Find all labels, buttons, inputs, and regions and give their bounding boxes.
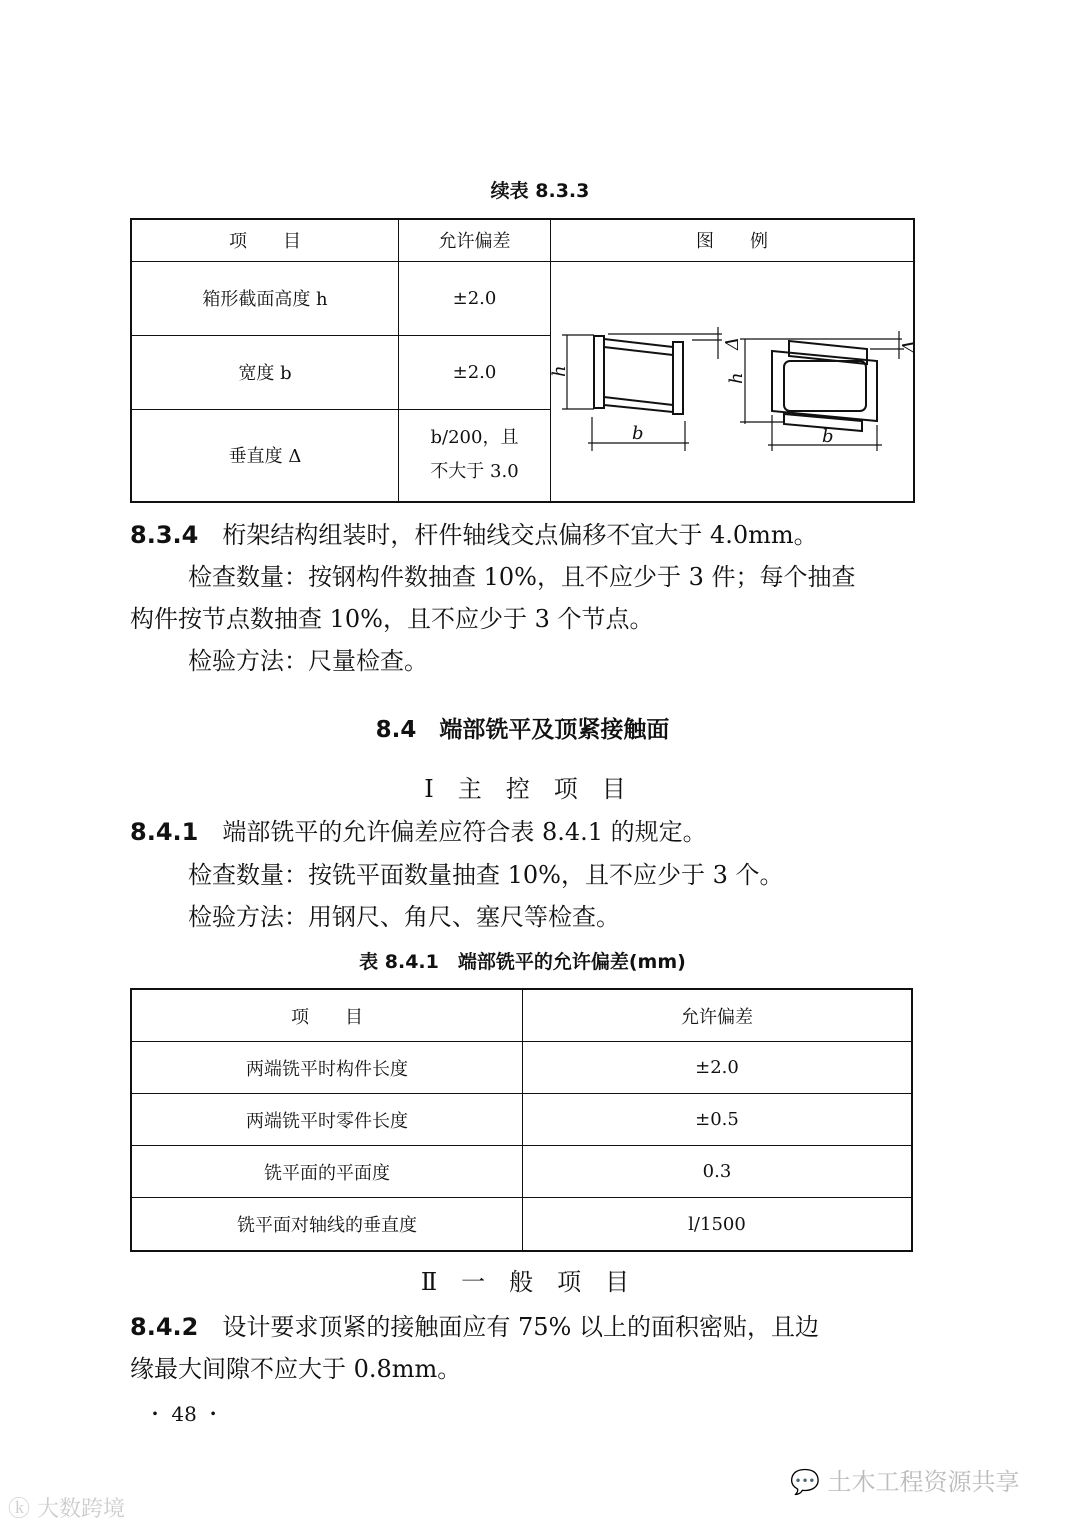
clause-8-4-1 xyxy=(130,817,707,847)
row-item: 宽度 b xyxy=(131,335,399,409)
label-delta: Δ xyxy=(722,336,743,350)
clause-text-cont: 缘最大间隙不应大于 0.8mm。 xyxy=(130,1355,462,1383)
clause-text: 设计要求顶紧的接触面应有 75% 以上的面积密贴，且边 xyxy=(222,1313,819,1341)
row-item: 铣平面对轴线的垂直度 xyxy=(131,1198,523,1251)
table-8-3-3 xyxy=(130,218,920,503)
logo-icon: ⓚ xyxy=(8,1497,37,1522)
table1-caption: 续表 8.3.3 xyxy=(490,180,590,202)
row-item: 两端铣平时构件长度 xyxy=(131,1042,523,1094)
header-item: 项 目 xyxy=(131,219,399,261)
row-item: 垂直度 Δ xyxy=(131,409,399,502)
tol-line1: b/200，且 xyxy=(430,427,519,449)
row-item: 铣平面的平面度 xyxy=(131,1146,523,1198)
row-item: 箱形截面高度 h xyxy=(131,261,399,335)
row-tolerance xyxy=(399,409,551,502)
box-section-diagram xyxy=(549,309,920,449)
clause-number: 8.4.2 xyxy=(130,1313,199,1341)
row-tolerance: ±0.5 xyxy=(523,1094,913,1146)
tol-line2: 不大于 3.0 xyxy=(430,461,519,483)
watermark-left xyxy=(8,1492,125,1523)
wechat-icon: 💬 xyxy=(790,1468,828,1496)
main-items-heading: Ⅰ 主 控 项 目 xyxy=(424,775,626,803)
check-method: 检验方法：尺量检查。 xyxy=(188,647,428,675)
row-item: 两端铣平时零件长度 xyxy=(131,1094,523,1146)
diagram-cell xyxy=(549,261,920,502)
row-tolerance: ±2.0 xyxy=(399,261,551,335)
page-number: ・ 48 ・ xyxy=(145,1402,224,1426)
check-qty: 检查数量：按铣平面数量抽查 10%，且不应少于 3 个。 xyxy=(188,861,784,889)
clause-text: 桁架结构组装时，杆件轴线交点偏移不宜大于 4.0mm。 xyxy=(222,521,818,549)
watermark-right-text: 土木工程资源共享 xyxy=(827,1468,1020,1496)
check-method: 检验方法：用钢尺、角尺、塞尺等检查。 xyxy=(188,903,620,931)
header-item: 项 目 xyxy=(131,989,523,1042)
clause-number: 8.3.4 xyxy=(130,521,199,549)
clause-8-4-2 xyxy=(130,1312,819,1342)
section-title: 8.4 端部铣平及顶紧接触面 xyxy=(375,717,670,743)
clause-number: 8.4.1 xyxy=(130,818,199,846)
row-tolerance: ±2.0 xyxy=(399,335,551,409)
watermark-right xyxy=(790,1462,1020,1497)
row-tolerance: 0.3 xyxy=(523,1146,913,1198)
general-items-heading: Ⅱ 一 般 项 目 xyxy=(420,1268,630,1296)
header-tolerance: 允许偏差 xyxy=(523,989,913,1042)
table2-caption: 表 8.4.1 端部铣平的允许偏差(mm) xyxy=(359,951,686,973)
row-tolerance: ±2.0 xyxy=(523,1042,913,1094)
clause-8-3-4 xyxy=(130,520,818,550)
row-tolerance: l/1500 xyxy=(523,1198,913,1251)
check-qty-2: 构件按节点数抽查 10%，且不应少于 3 个节点。 xyxy=(130,605,654,633)
header-tolerance: 允许偏差 xyxy=(399,219,551,261)
svg-text:h: h xyxy=(726,372,747,384)
table-8-4-1 xyxy=(130,988,913,1252)
watermark-left-text: 大数跨境 xyxy=(37,1497,126,1522)
svg-text:b: b xyxy=(822,425,834,447)
header-diagram: 图 例 xyxy=(551,219,915,261)
check-qty-1: 检查数量：按钢构件数抽查 10%，且不应少于 3 件；每个抽查 xyxy=(188,563,856,591)
clause-text: 端部铣平的允许偏差应符合表 8.4.1 的规定。 xyxy=(222,818,707,846)
svg-text:Δ: Δ xyxy=(899,339,920,353)
label-b: b xyxy=(632,422,644,444)
label-h: h xyxy=(549,365,570,377)
